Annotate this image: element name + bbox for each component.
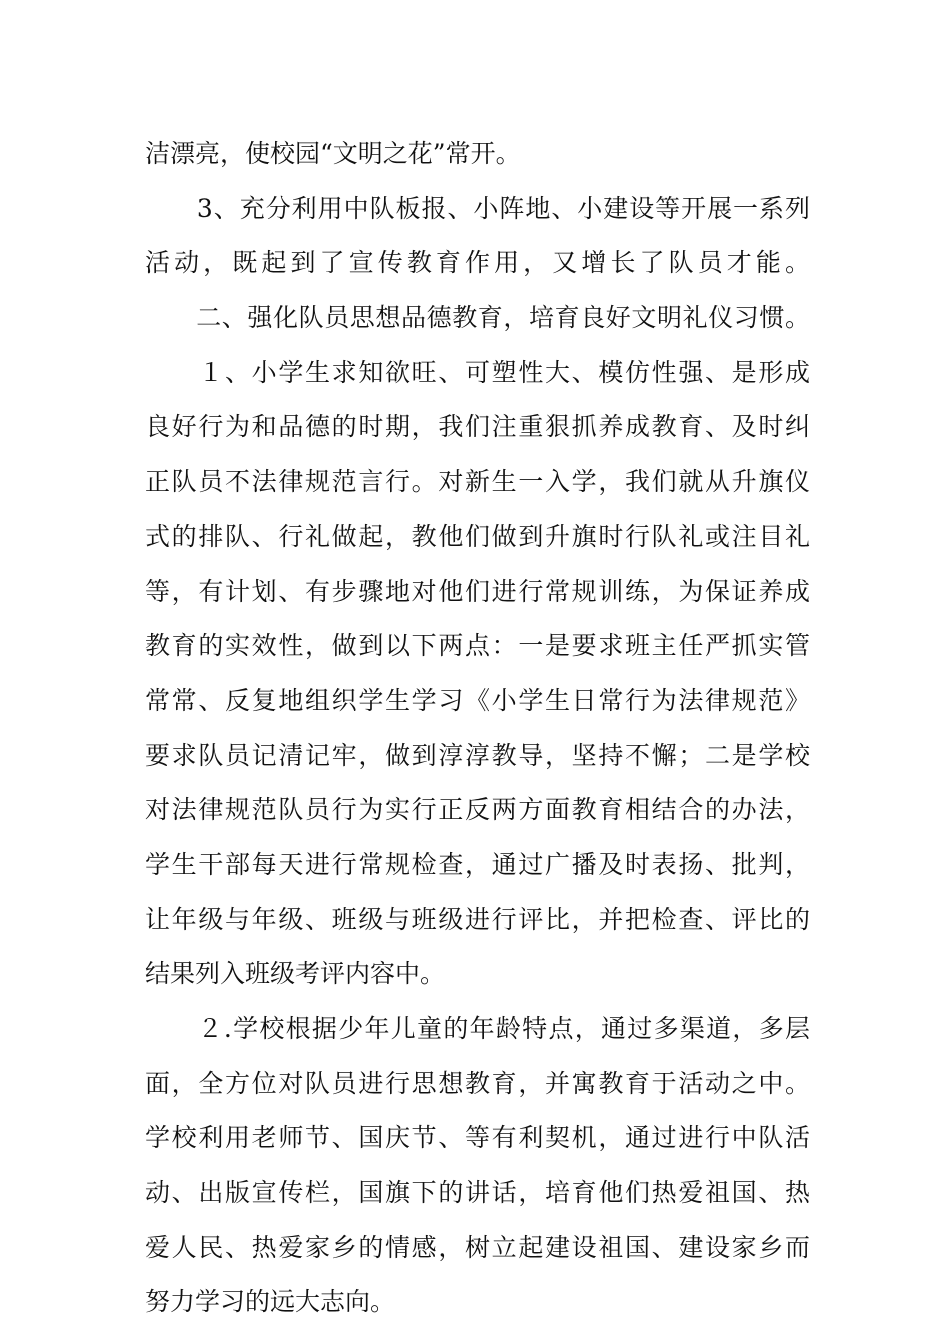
text-line: 二、强化队员思想品德教育，培育良好文明礼仪习惯。	[145, 303, 810, 333]
text-line: １、小学生求知欲旺、可塑性大、模仿性强、是形成	[145, 357, 810, 387]
text-line: 教育的实效性，做到以下两点：一是要求班主任严抓实管	[145, 631, 810, 661]
text-line: 结果列入班级考评内容中。	[145, 959, 446, 989]
text-line: 式的排队、行礼做起，教他们做到升旗时行队礼或注目礼	[145, 521, 810, 551]
text-line: 动、出版宣传栏，国旗下的讲话，培育他们热爱祖国、热	[145, 1178, 810, 1208]
text-line: 正队员不法律规范言行。对新生一入学，我们就从升旗仪	[145, 467, 810, 497]
text-line: 爱人民、热爱家乡的情感，树立起建设祖国、建设家乡而	[145, 1232, 810, 1262]
text-line: 要求队员记清记牢，做到淳淳教导，坚持不懈；二是学校	[145, 740, 810, 770]
text-line: 努力学习的远大志向。	[145, 1287, 396, 1317]
text-line: 对法律规范队员行为实行正反两方面教育相结合的办法，	[145, 795, 810, 825]
text-line: 洁漂亮，使校园“文明之花”常开。	[145, 139, 521, 168]
document-body	[145, 127, 810, 1330]
text-line: 学生干部每天进行常规检查，通过广播及时表扬、批判，	[145, 849, 810, 879]
text-line: 等，有计划、有步骤地对他们进行常规训练，为保证养成	[145, 576, 810, 606]
text-line: 常常、反复地组织学生学习《小学生日常行为法律规范》	[145, 685, 810, 715]
text-line: ２.学校根据少年儿童的年龄特点，通过多渠道，多层	[145, 1014, 810, 1043]
text-line: 良好行为和品德的时期，我们注重狠抓养成教育、及时纠	[145, 412, 810, 442]
text-line: 让年级与年级、班级与班级进行评比，并把检查、评比的	[145, 904, 810, 934]
text-line: 3、充分利用中队板报、小阵地、小建设等开展一系列	[145, 193, 810, 223]
text-line: 学校利用老师节、国庆节、等有利契机，通过进行中队活	[145, 1123, 810, 1153]
text-line: 活动，既起到了宣传教育作用，又增长了队员才能。	[145, 248, 810, 278]
text-line: 面，全方位对队员进行思想教育，并寓教育于活动之中。	[145, 1068, 810, 1098]
